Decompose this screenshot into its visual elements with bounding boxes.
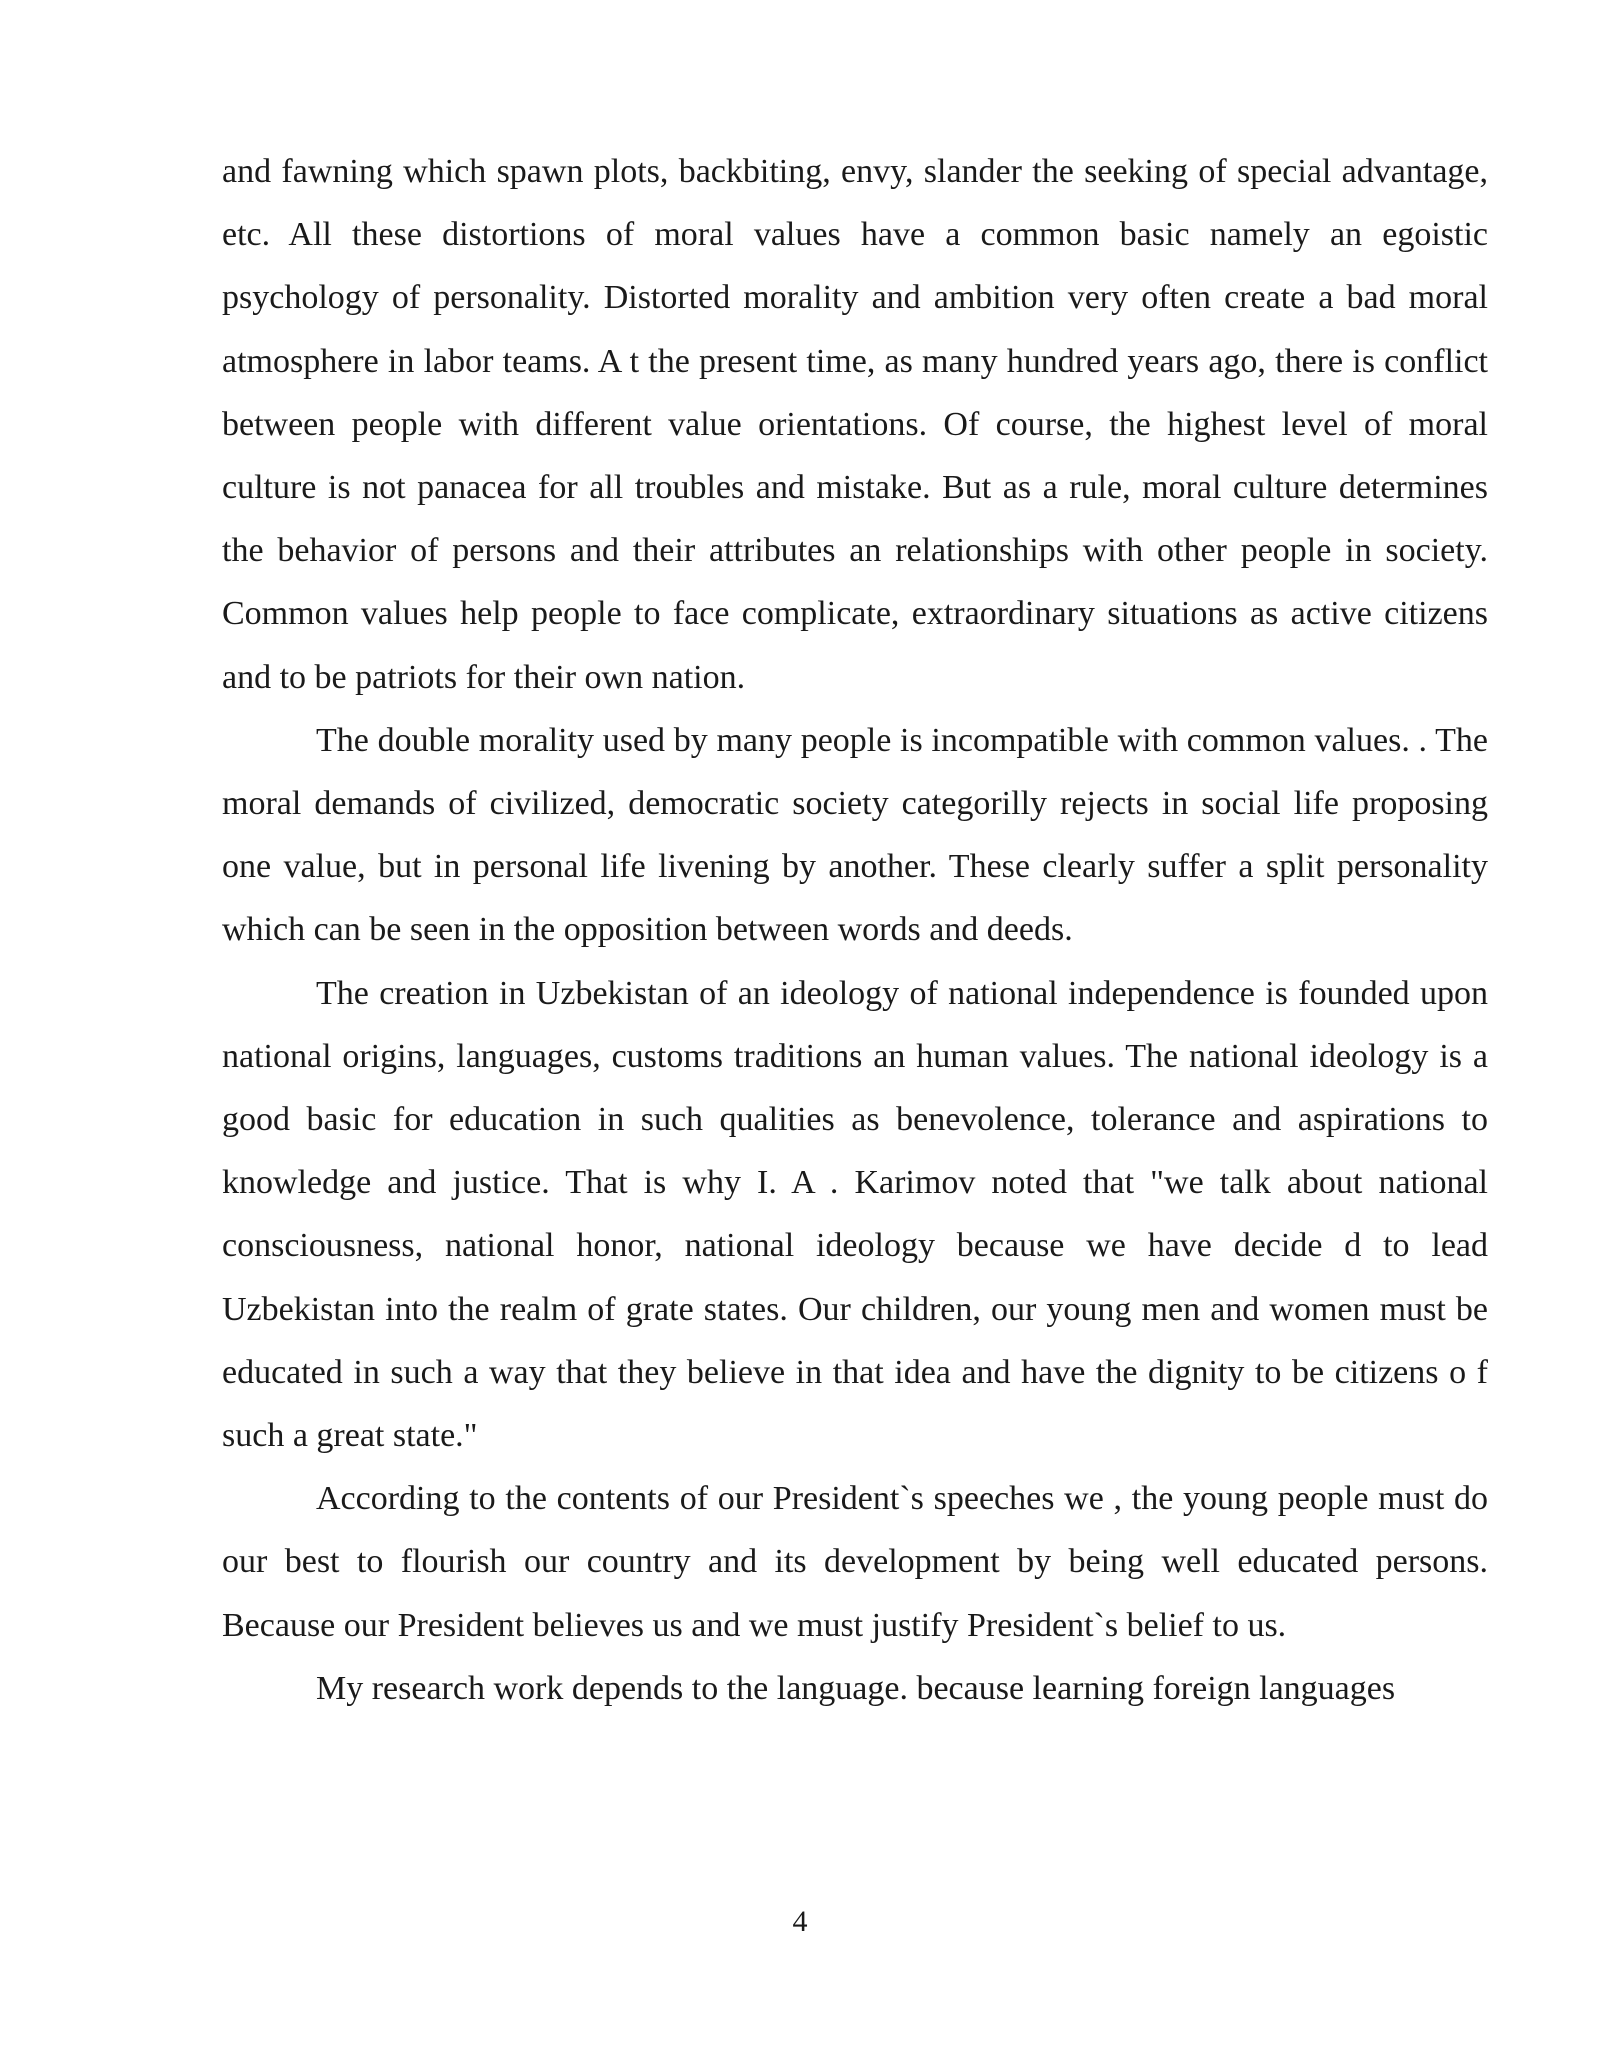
- paragraph-2: The double morality used by many people is incompatible with common values. . The moral demands of civilized, democratic society categorilly rejects in social life proposing one value, but in personal life livening by another. These clearly suffer a split personality which can be seen in the opposition between words and deeds.: [222, 721, 1488, 949]
- paragraph-3: The creation in Uzbekistan of an ideology of national independence is founded upon national origins, languages, customs traditions an human values. The national ideology is a good basic for education in such qualities as benevolence, tolerance and aspirations to knowledge and justice. That is why I. A . Karimov noted that "we talk about national consciousness, national honor, national ideology because we have decide d to lead Uzbekistan into the realm of grate states. Our children, our young men and women must be educated in such a way that they believe in that idea and have the dignity to be citizens o f such a great state.": [222, 974, 1488, 1455]
- body-text: [222, 140, 1488, 1720]
- paragraph-1: and fawning which spawn plots, backbiting, envy, slander the seeking of special advantage, etc. All these distortions of moral values have a common basic namely an egoistic psychology of personality. Distorted morality and ambition very often create a bad moral atmosphere in labor teams. A t the present time, as many hundred years ago, there is conflict between people with different value orientations. Of course, the highest level of moral culture is not panacea for all troubles and mistake. But as a rule, moral culture determines the behavior of persons and their attributes an relationships with other people in society. Common values help people to face complicate, extraordinary situations as active citizens and to be patriots for their own nation.: [222, 153, 1488, 696]
- page-number: 4: [792, 1905, 808, 1938]
- paragraph-5: My research work depends to the language. because learning foreign languages: [316, 1669, 1396, 1707]
- paragraph-4: According to the contents of our President`s speeches we , the young people must do our best to flourish our country and its development by being well educated persons. Because our President believes us and we must justify President`s belief to us.: [222, 1480, 1488, 1644]
